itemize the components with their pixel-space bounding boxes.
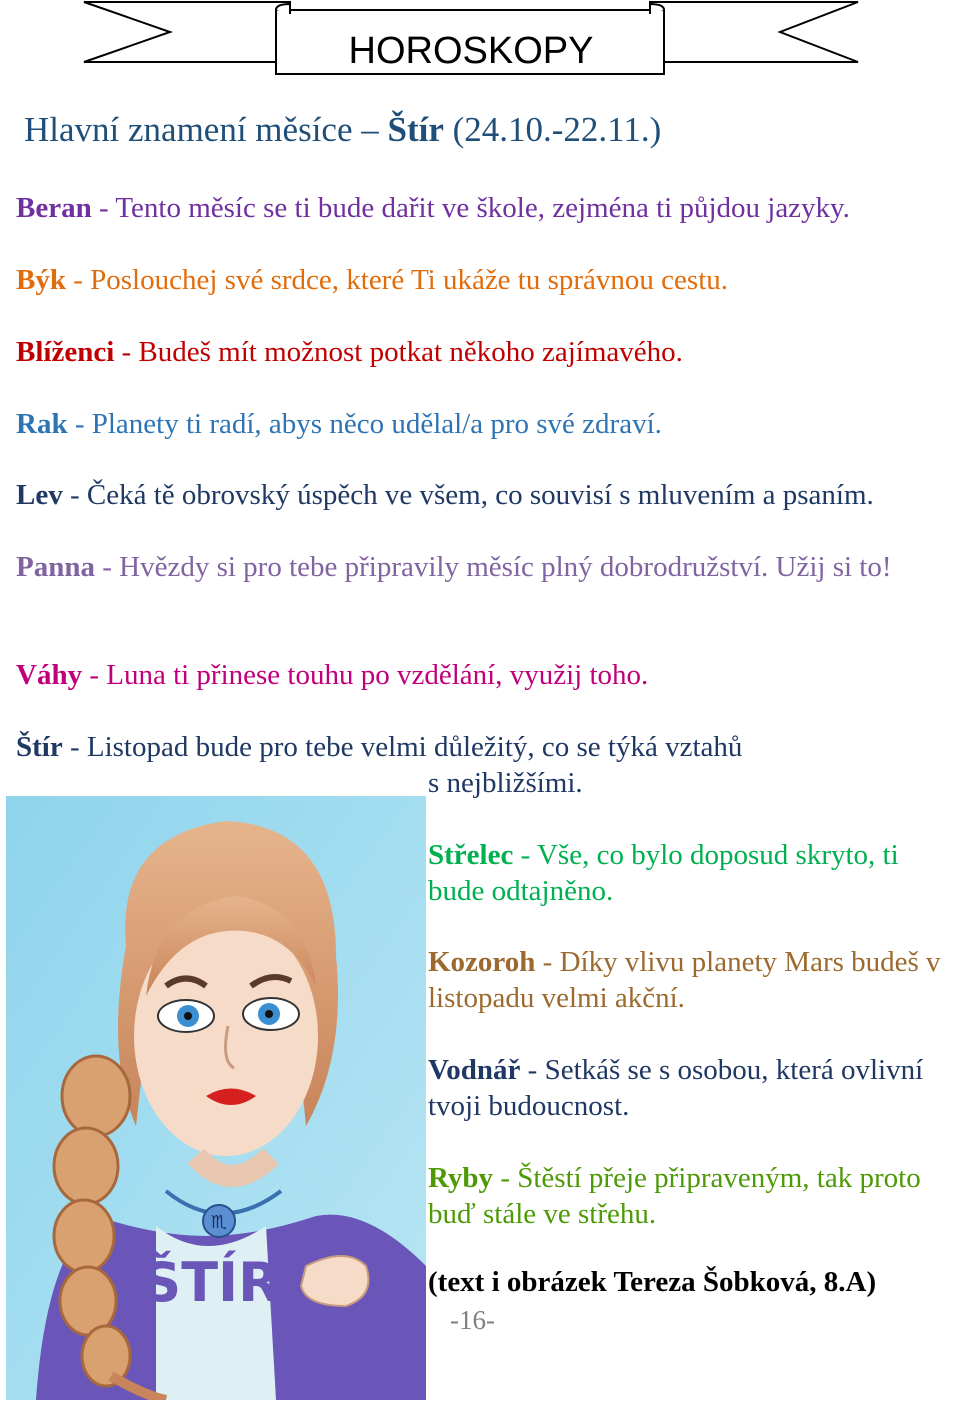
sign-name: Rak bbox=[16, 408, 68, 440]
main-sign-dates: (24.10.-22.11.) bbox=[452, 110, 662, 149]
sign-text: - Poslouchej své srdce, které Ti ukáže tu správnou cestu. bbox=[65, 264, 729, 296]
horoscope-ryby bbox=[428, 1160, 960, 1232]
girl-drawing-illustration bbox=[6, 796, 426, 1400]
sign-text: - Díky vlivu planety Mars budeš v listopadu velmi akční. bbox=[428, 946, 941, 1014]
sign-text: - Budeš mít možnost potkat někoho zajímavého. bbox=[114, 336, 683, 368]
main-sign-name: Štír bbox=[387, 110, 444, 149]
sign-text: - Tento měsíc se ti bude dařit ve škole, zejména ti půjdou jazyky. bbox=[91, 192, 850, 224]
sign-name: Panna bbox=[16, 551, 95, 583]
sign-text: - Listopad bude pro tebe velmi důležitý, co se týká vztahů bbox=[62, 731, 743, 763]
sign-name: Váhy bbox=[16, 659, 83, 691]
horoscope-rak bbox=[16, 406, 662, 442]
sign-text: - Vše, co bylo doposud skryto, ti bude odtajněno. bbox=[428, 839, 899, 907]
horoscope-stir-continued: s nejbližšími. bbox=[428, 767, 583, 799]
horoscope-vahy bbox=[16, 657, 648, 693]
shirt-lettering: ŠTÍR bbox=[142, 1251, 280, 1314]
sign-text: - Hvězdy si pro tebe připravily měsíc plný dobrodružství. Užij si to! bbox=[94, 551, 892, 583]
sign-name: Střelec bbox=[428, 839, 514, 871]
horoscope-panna bbox=[16, 549, 946, 585]
horoscope-byk bbox=[16, 262, 728, 298]
sign-name: Blíženci bbox=[16, 336, 115, 368]
horoscope-blizenci bbox=[16, 334, 683, 370]
sign-name: Štír bbox=[16, 731, 63, 763]
sign-name: Vodnář bbox=[428, 1054, 521, 1086]
horoscope-kozoroh bbox=[428, 944, 960, 1016]
sign-text: - Čeká tě obrovský úspěch ve všem, co souvisí s mluvením a psaním. bbox=[62, 479, 874, 511]
horoscope-stir bbox=[16, 729, 742, 765]
page-title: HOROSKOPY bbox=[348, 30, 594, 72]
sign-text: - Štěstí přeje připraveným, tak proto buď stále ve střehu. bbox=[428, 1162, 921, 1230]
horoscope-vodnar bbox=[428, 1052, 960, 1124]
sign-name: Beran bbox=[16, 192, 92, 224]
sign-name: Lev bbox=[16, 479, 63, 511]
sign-name: Ryby bbox=[428, 1162, 494, 1194]
horoscope-lev bbox=[16, 477, 874, 513]
main-sign-line bbox=[24, 110, 661, 150]
sign-text: - Planety ti radí, abys něco udělal/a pro své zdraví. bbox=[67, 408, 662, 440]
sign-name: Kozoroh bbox=[428, 946, 536, 978]
sign-text: - Setkáš se s osobou, která ovlivní tvoji budoucnost. bbox=[428, 1054, 924, 1122]
sign-name: Býk bbox=[16, 264, 66, 296]
horoscope-strelec bbox=[428, 837, 960, 909]
pendant-symbol: ♏ bbox=[210, 1212, 228, 1233]
horoscope-beran bbox=[16, 190, 850, 226]
author-credit: (text i obrázek Tereza Šobková, 8.A) bbox=[428, 1266, 877, 1298]
main-sign-prefix: Hlavní znamení měsíce – bbox=[24, 110, 379, 149]
sign-text: - Luna ti přinese touhu po vzdělání, využij toho. bbox=[82, 659, 649, 691]
page-number: -16- bbox=[450, 1305, 495, 1335]
